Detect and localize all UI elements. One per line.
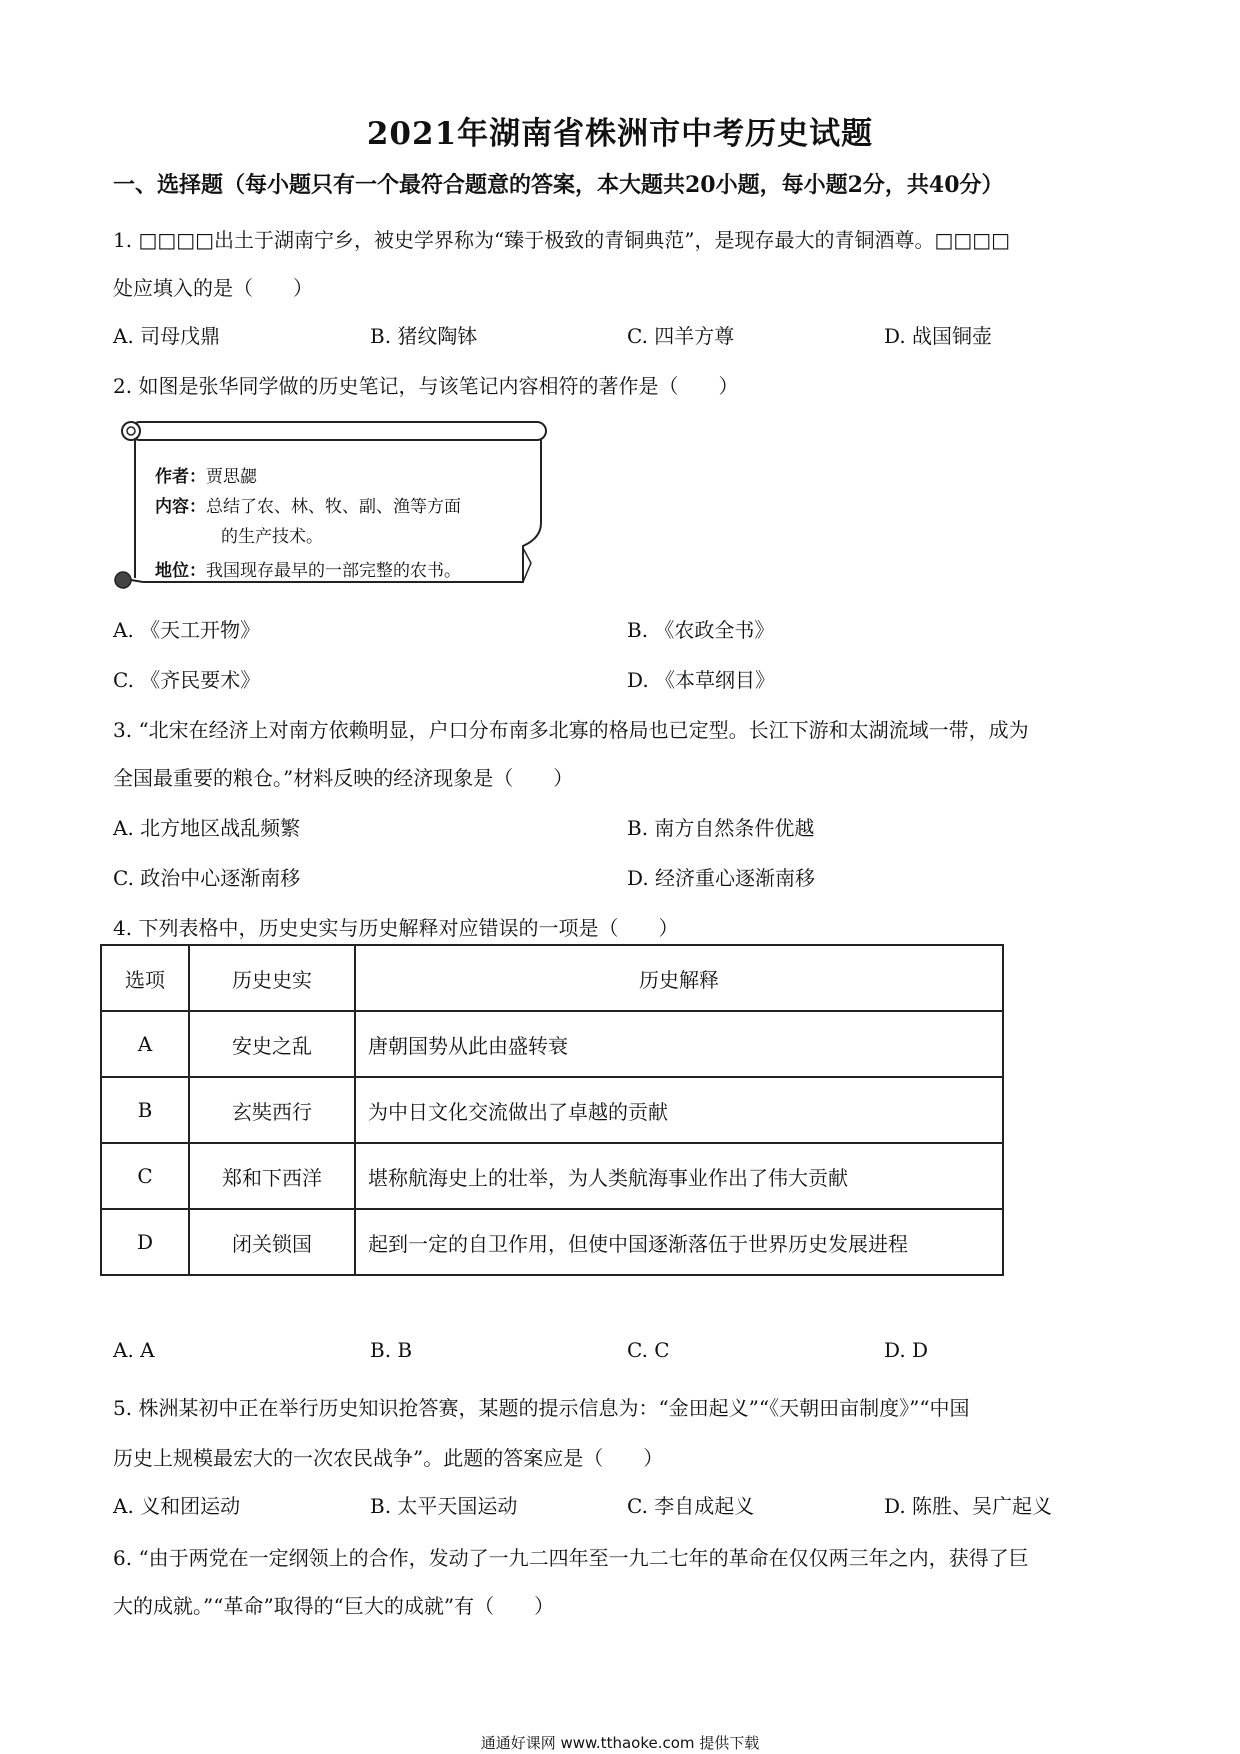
note-content-line2: 的生产技术。 [221, 527, 323, 547]
q4-option-c: C. C [627, 1338, 670, 1362]
table-cell: B [101, 1077, 189, 1143]
q2-option-a: A. 《天工开物》 [113, 618, 261, 642]
q1-stem-line2: 处应填入的是（ ） [113, 276, 313, 300]
q3-option-a: A. 北方地区战乱频繁 [113, 816, 301, 840]
q4-option-a: A. A [113, 1338, 155, 1362]
q3-stem-line2: 全国最重要的粮仓。”材料反映的经济现象是（ ） [113, 766, 574, 790]
note-content-line1: 总结了农、林、牧、副、渔等方面 [206, 497, 461, 517]
page-footer: 通通好课网 www.tthaoke.com 提供下载 [480, 1734, 760, 1752]
q3-option-b: B. 南方自然条件优越 [627, 816, 815, 840]
note-content-row [155, 492, 461, 517]
table-cell: 为中日文化交流做出了卓越的贡献 [355, 1077, 1003, 1143]
table-header-row [101, 945, 1003, 1011]
table-row [101, 1143, 1003, 1209]
q1-option-a: A. 司母戊鼎 [113, 324, 221, 348]
q5-option-a: A. 义和团运动 [113, 1494, 241, 1518]
history-table [100, 944, 1004, 1276]
table-cell: A [101, 1011, 189, 1077]
table-cell: 安史之乱 [189, 1011, 355, 1077]
q1-stem-line1: 1. □□□□出土于湖南宁乡，被史学界称为“臻于极致的青铜典范”，是现存最大的青铜酒尊。□□□□ [113, 228, 1011, 252]
q4-stem: 4. 下列表格中，历史史实与历史解释对应错误的一项是（ ） [113, 916, 679, 940]
q3-stem-line1: 3. “北宋在经济上对南方依赖明显，户口分布南多北寡的格局也已定型。长江下游和太湖流域一带，成为 [113, 718, 1029, 742]
table-header-cell: 选项 [101, 945, 189, 1011]
q5-option-c: C. 李自成起义 [627, 1494, 755, 1518]
q5-stem-line1: 5. 株洲某初中正在举行历史知识抢答赛，某题的提示信息为：“金田起义”“《天朝田亩制度》”“中国 [113, 1396, 970, 1420]
q4-option-b: B. B [370, 1338, 413, 1362]
note-author-label: 作者： [155, 467, 206, 487]
q5-option-d: D. 陈胜、吴广起义 [884, 1494, 1053, 1518]
note-status-label: 地位： [155, 561, 206, 581]
table-cell: 唐朝国势从此由盛转衰 [355, 1011, 1003, 1077]
table-cell: 堪称航海史上的壮举，为人类航海事业作出了伟大贡献 [355, 1143, 1003, 1209]
q2-option-c: C. 《齐民要术》 [113, 668, 261, 692]
note-status-row [155, 556, 461, 581]
table-cell: 玄奘西行 [189, 1077, 355, 1143]
q1-option-d: D. 战国铜壶 [884, 324, 993, 348]
table-row [101, 1209, 1003, 1275]
q4-option-d: D. D [884, 1338, 929, 1362]
q5-option-b: B. 太平天国运动 [370, 1494, 518, 1518]
table-row [101, 1011, 1003, 1077]
note-content-label: 内容： [155, 497, 206, 517]
q2-stem: 2. 如图是张华同学做的历史笔记，与该笔记内容相符的著作是（ ） [113, 374, 739, 398]
q6-stem-line1: 6. “由于两党在一定纲领上的合作，发动了一九二四年至一九二七年的革命在仅仅两三年之内，获得了巨 [113, 1546, 1029, 1570]
table-cell: 起到一定的自卫作用，但使中国逐渐落伍于世界历史发展进程 [355, 1209, 1003, 1275]
table-cell: 郑和下西洋 [189, 1143, 355, 1209]
table-cell: C [101, 1143, 189, 1209]
q3-option-d: D. 经济重心逐渐南移 [627, 866, 816, 890]
q3-option-c: C. 政治中心逐渐南移 [113, 866, 301, 890]
table-header-cell: 历史史实 [189, 945, 355, 1011]
note-author-row [155, 462, 257, 487]
note-author: 贾思勰 [206, 467, 257, 487]
table-row [101, 1077, 1003, 1143]
q6-stem-line2: 大的成就。”“革命”取得的“巨大的成就”有（ ） [113, 1594, 555, 1618]
q1-option-b: B. 猪纹陶钵 [370, 324, 478, 348]
section-heading: 一、选择题（每小题只有一个最符合题意的答案，本大题共20小题，每小题2分，共40分） [113, 172, 1004, 198]
table-cell: D [101, 1209, 189, 1275]
page-title: 2021年湖南省株洲市中考历史试题 [366, 116, 874, 152]
q2-option-d: D. 《本草纲目》 [627, 668, 776, 692]
q1-option-c: C. 四羊方尊 [627, 324, 735, 348]
q2-option-b: B. 《农政全书》 [627, 618, 775, 642]
table-cell: 闭关锁国 [189, 1209, 355, 1275]
q5-stem-line2: 历史上规模最宏大的一次农民战争”。此题的答案应是（ ） [113, 1446, 664, 1470]
note-status: 我国现存最早的一部完整的农书。 [206, 561, 461, 581]
table-header-cell: 历史解释 [355, 945, 1003, 1011]
